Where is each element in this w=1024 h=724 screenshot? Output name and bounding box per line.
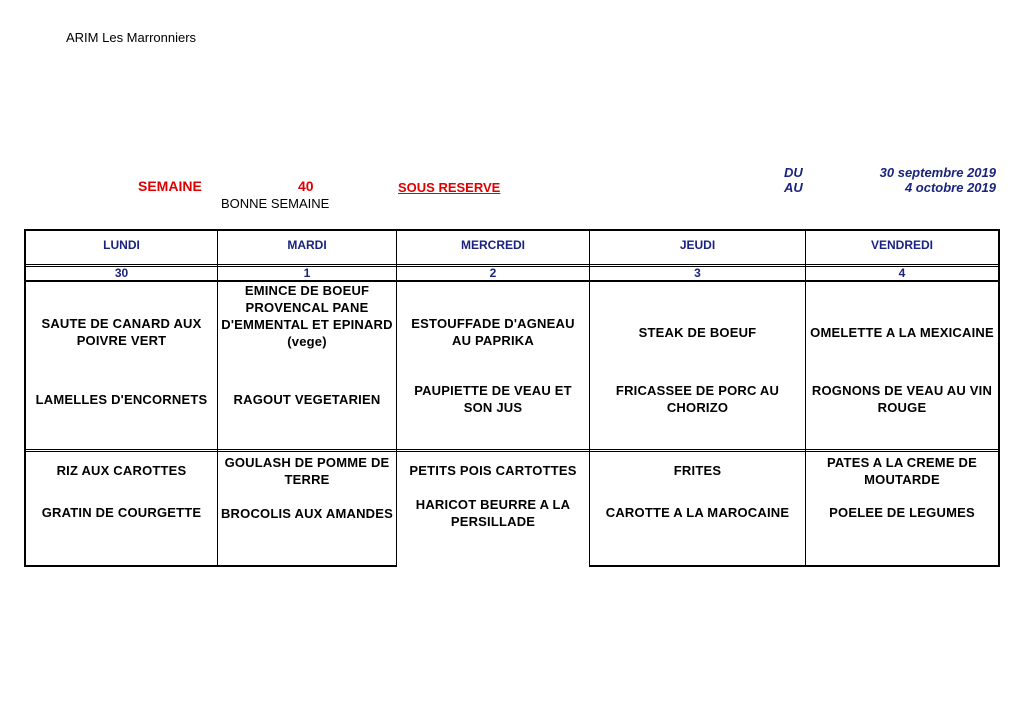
from-label: DU — [784, 165, 803, 180]
day-number-lundi: 30 — [114, 266, 129, 280]
side-dish-1-vendredi: PATES A LA CREME DE MOUTARDE — [827, 455, 977, 487]
organization-name: ARIM Les Marronniers — [66, 30, 197, 45]
table-rule — [24, 280, 999, 282]
side-dish-1-mardi: GOULASH DE POMME DE TERRE — [224, 455, 390, 487]
side-dish-1-jeudi: FRITES — [673, 462, 722, 478]
day-header-vendredi: VENDREDI — [870, 238, 933, 252]
side-dish-2-mardi: BROCOLIS AUX AMANDES — [220, 505, 394, 521]
week-number: 40 — [298, 178, 314, 194]
to-date: 4 octobre 2019 — [904, 180, 996, 195]
day-number-mercredi: 2 — [489, 266, 497, 280]
side-dish-1-mercredi: PETITS POIS CARTOTTES — [409, 462, 577, 478]
main-dish-1-vendredi: OMELETTE A LA MEXICAINE — [810, 324, 994, 340]
day-header-mardi: MARDI — [287, 238, 327, 252]
good-week-message: BONNE SEMAINE — [221, 196, 330, 211]
main-dish-1-jeudi: STEAK DE BOEUF — [638, 324, 757, 340]
day-header-lundi: LUNDI — [103, 238, 140, 252]
from-date: 30 septembre 2019 — [879, 165, 996, 180]
main-dish-1-mardi: EMINCE DE BOEUF PROVENCAL PANE D'EMMENTAL ET EPINARD (vege) — [221, 283, 393, 349]
week-label: SEMAINE — [138, 178, 202, 194]
side-dish-2-mercredi: HARICOT BEURRE A LA PERSILLADE — [415, 497, 571, 529]
main-dish-2-mercredi: PAUPIETTE DE VEAU ET SON JUS — [414, 383, 572, 415]
day-number-vendredi: 4 — [898, 266, 906, 280]
side-dish-1-lundi: RIZ AUX CAROTTES — [56, 462, 187, 478]
subject-to-change-note: SOUS RESERVE — [398, 180, 501, 195]
side-dish-2-vendredi: POELEE DE LEGUMES — [829, 504, 975, 520]
main-dish-1-lundi: SAUTE DE CANARD AUX POIVRE VERT — [41, 316, 202, 348]
day-header-mercredi: MERCREDI — [460, 238, 525, 252]
main-dish-2-jeudi: FRICASSEE DE PORC AU CHORIZO — [615, 383, 780, 415]
table-border-right — [998, 229, 1000, 567]
main-dish-2-vendredi: ROGNONS DE VEAU AU VIN ROUGE — [811, 383, 993, 415]
side-dish-2-lundi: GRATIN DE COURGETTE — [41, 504, 202, 520]
day-number-mardi: 1 — [303, 266, 311, 280]
main-dish-2-mardi: RAGOUT VEGETARIEN — [233, 391, 381, 407]
table-border-bottom — [590, 565, 1000, 567]
side-dish-2-jeudi: CAROTTE A LA MAROCAINE — [605, 504, 790, 520]
main-dish-2-lundi: LAMELLES D'ENCORNETS — [35, 391, 208, 407]
to-label: AU — [784, 180, 803, 195]
table-border-bottom — [24, 565, 397, 567]
day-number-jeudi: 3 — [694, 266, 701, 280]
table-rule — [24, 264, 999, 265]
day-header-jeudi: JEUDI — [679, 238, 716, 252]
table-border-top — [24, 229, 999, 231]
main-dish-1-mercredi: ESTOUFFADE D'AGNEAU AU PAPRIKA — [411, 316, 575, 348]
